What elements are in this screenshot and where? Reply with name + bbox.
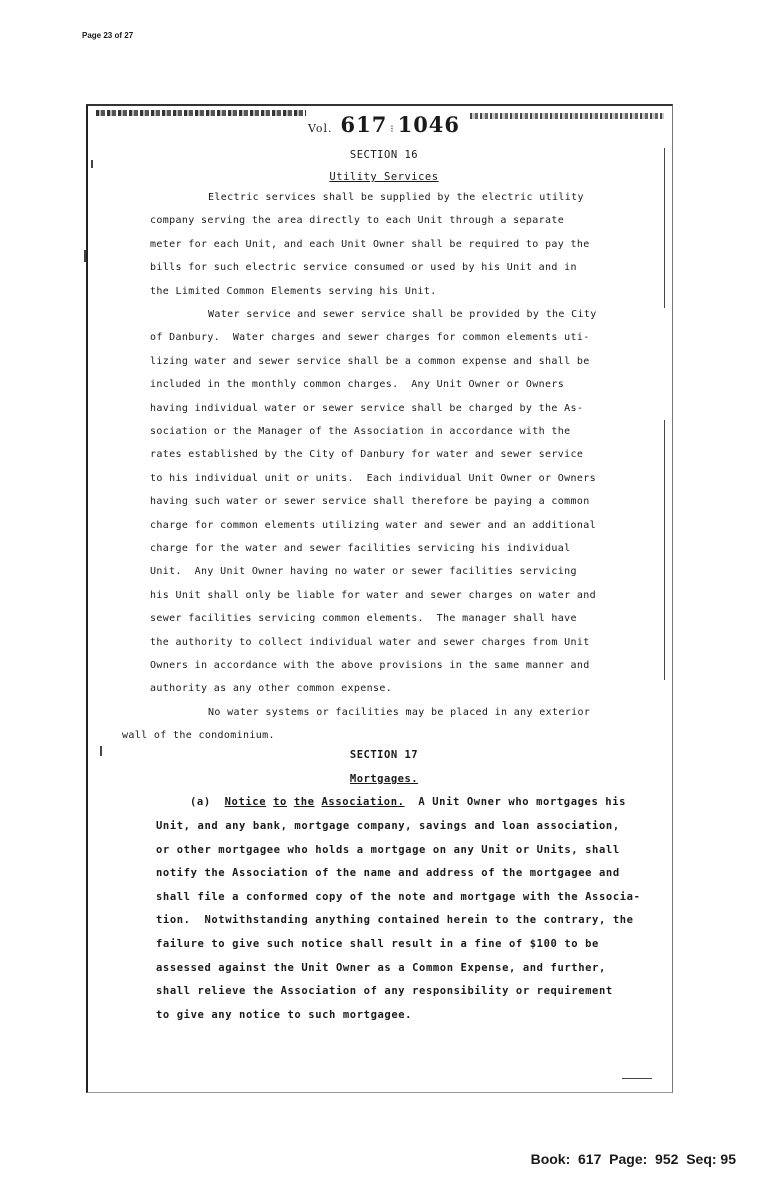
section-17-line: tion. Notwithstanding anything contained herein to the contrary, the xyxy=(156,914,634,927)
section-17-subtitle-text: Mortgages. xyxy=(349,773,419,785)
section-16-line: Unit. Any Unit Owner having no water or sewer facilities servicing xyxy=(150,566,577,578)
section-16-line: wall of the condominium. xyxy=(122,730,275,742)
margin-rule xyxy=(664,420,665,680)
scan-speck xyxy=(84,250,86,262)
scan-speck xyxy=(91,160,93,168)
section-17-line: Unit, and any bank, mortgage company, savings and loan association, xyxy=(156,820,620,832)
section-16-line: of Danbury. Water charges and sewer charges for common elements uti- xyxy=(150,332,590,344)
stamp-separator: ⁝ xyxy=(390,124,395,135)
section-16-line: rates established by the City of Danbury for water and sewer service xyxy=(150,449,584,461)
section-16-line: Electric services shall be supplied by the electric utility xyxy=(208,192,584,203)
scan-speck xyxy=(622,1078,652,1079)
section-16-line: No water systems or facilities may be placed in any exterior xyxy=(208,706,591,718)
scan-speck xyxy=(100,746,102,756)
section-17-line: failure to give such notice shall result in a fine of $100 to be xyxy=(156,938,599,950)
section-17-line: to give any notice to such mortgagee. xyxy=(156,1008,413,1021)
section-16-line: charge for the water and sewer facilities servicing his individual xyxy=(150,543,571,554)
section-17-line: or other mortgagee who holds a mortgage on any Unit or Units, shall xyxy=(156,843,620,856)
section-16-line: company serving the area directly to each Unit through a separate xyxy=(150,215,565,227)
section-17-first-line xyxy=(190,796,626,808)
section-16-line: meter for each Unit, and each Unit Owner shall be required to pay the xyxy=(150,238,590,250)
section-16-line: to his individual unit or units. Each individual Unit Owner or Owners xyxy=(150,472,596,484)
first-line-text: A Unit Owner who mortgages his xyxy=(418,796,627,808)
section-16-title: SECTION 16 xyxy=(349,149,419,161)
section-16-subtitle-text: Utility Services xyxy=(329,171,439,183)
section-16-subtitle xyxy=(0,171,768,183)
section-16-line: Water service and sewer service shall be provided by the City xyxy=(208,309,597,320)
section-16-line: charge for common elements utilizing water and sewer and an additional xyxy=(150,519,596,531)
section-16-line: included in the monthly common charges. Any Unit Owner or Owners xyxy=(150,379,565,391)
para-heading-word: Association. xyxy=(321,796,405,808)
section-16-line: sociation or the Manager of the Association in accordance with the xyxy=(150,426,571,437)
para-heading-word: the xyxy=(293,796,315,808)
stamp-volume-prefix: Vol. xyxy=(307,122,333,135)
section-16-line: sewer facilities servicing common elements. The manager shall have xyxy=(150,613,577,625)
section-16-line: having individual water or sewer service shall be charged by the As- xyxy=(150,402,584,414)
section-16-line: having such water or sewer service shall therefore be paying a common xyxy=(150,496,590,508)
page-number: Page 23 of 27 xyxy=(82,31,134,40)
section-16-line: his Unit shall only be liable for water and sewer charges on water and xyxy=(150,589,596,601)
section-16-line: bills for such electric service consumed or used by his Unit and in xyxy=(150,262,577,274)
stamp-left-number: 617 xyxy=(340,112,388,137)
section-17-line: shall relieve the Association of any responsibility or requirement xyxy=(156,985,613,998)
section-16-line: authority as any other common expense. xyxy=(150,683,393,695)
section-16-line: the authority to collect individual water and sewer charges from Unit xyxy=(150,636,590,648)
section-17-line: assessed against the Unit Owner as a Common Expense, and further, xyxy=(156,961,606,974)
margin-rule xyxy=(664,148,665,308)
section-17-title: SECTION 17 xyxy=(349,749,419,761)
para-heading-word: Notice xyxy=(224,796,267,808)
stamp-right-number: 1046 xyxy=(397,112,461,137)
volume-page-stamp xyxy=(0,112,768,137)
section-16-line: Owners in accordance with the above provisions in the same manner and xyxy=(150,660,590,671)
section-17-line: notify the Association of the name and address of the mortgagee and xyxy=(156,867,620,880)
section-17-line: shall file a conformed copy of the note and mortgage with the Associa- xyxy=(156,890,641,903)
section-16-line: the Limited Common Elements serving his Unit. xyxy=(150,285,437,297)
section-17-subtitle xyxy=(0,773,768,785)
section-16-line: lizing water and sewer service shall be a common expense and shall be xyxy=(150,355,590,367)
book-reference: Book: 617 Page: 952 Seq: 95 xyxy=(530,1151,736,1167)
para-heading-word: to xyxy=(273,796,287,808)
para-label: (a) xyxy=(190,796,211,808)
